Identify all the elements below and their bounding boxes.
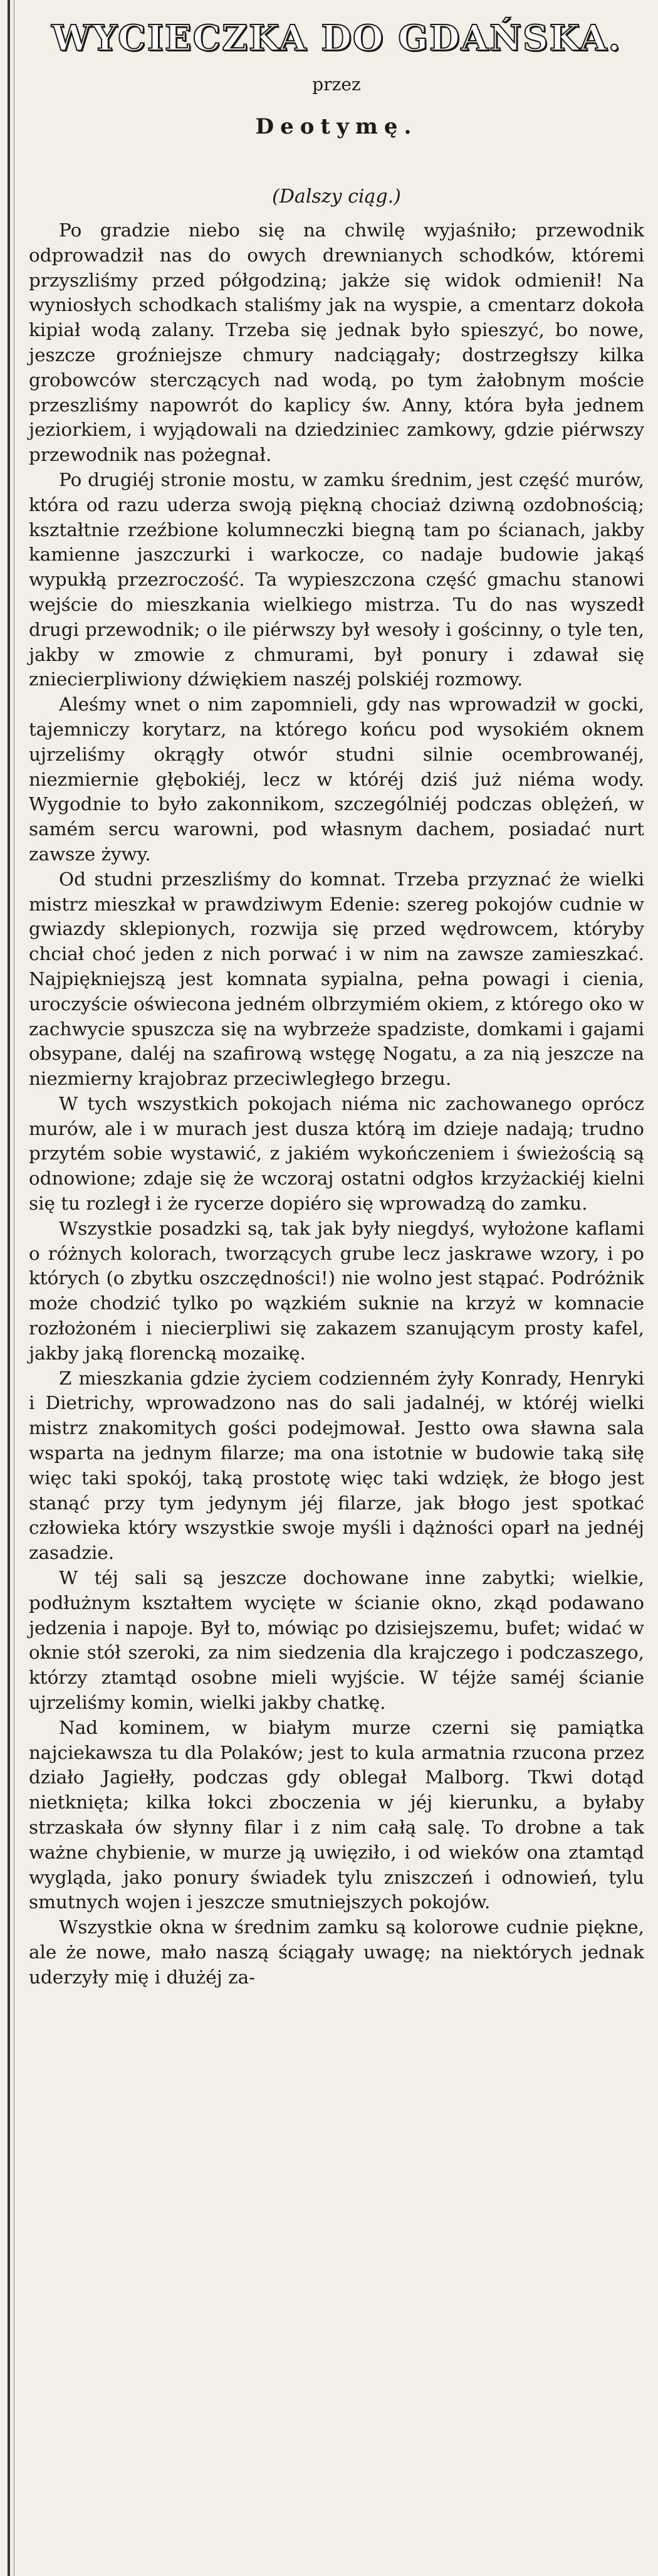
- paragraph: Aleśmy wnet o nim zapomnieli, gdy nas wprowadził w gocki, tajemniczy korytarz, na którego końcu pod wysokiém oknem ujrzeliśmy okrągły otwór studni silnie ocembrowanéj, niezmiernie głębokiéj, lecz w któréj dziś już niéma wody. Wygodnie to było zakonnikom, szczególniéj podczas oblężeń, w samém sercu warowni, pod własnym dachem, posiadać nurt zawsze żywy.: [29, 694, 644, 865]
- column-rule-thick: [8, 0, 10, 2576]
- paragraph: Po drugiéj stronie mostu, w zamku średnim, jest część murów, która od razu uderza swoją piękną chociaż dziwną ozdobnością; kształtnie rzeźbione kolumneczki biegną tam po ścianach, jakby kamienne jaszczurki i warkocze, co nadaje budowie jakąś wypukłą przezroczość. Ta wypieszczona część gmachu stanowi wejście do mieszkania wielkiego mistrza. Tu do nas wyszedł drugi przewodnik; o ile piérwszy był wesoły i gościnny, o tyle ten, jakby w zmowie z chmurami, był ponury i zdawał się zniecierpliwiony dźwiękiem naszéj polskiéj rozmowy.: [29, 468, 644, 690]
- paragraph: W téj sali są jeszcze dochowane inne zabytki; wielkie, podłużnym kształtem wycięte w ścianie okno, zkąd podawano jedzenia i napoje. Był to, mówiąc po dzisiejszemu, bufet; widać w oknie stół szeroki, za nim siedzenia dla krajczego i podczaszego, którzy ztamtąd osobne mieli wyjście. W téjże saméj ścianie ujrzeliśmy komin, wielki jakby chatkę.: [29, 1567, 644, 1714]
- paragraph: Wszystkie posadzki są, tak jak były niegdyś, wyłożone kaflami o różnych kolorach, tworzących grube lecz jaskrawe wzory, i po których (o zbytku oszczędności!) nie wolno jest stąpać. Podróżnik może chodzić tylko po wązkiém suknie na krzyż w komnacie rozłożoném i niecierpliwi się zakazem szanującym prosty kafel, jakby jaką florencką mozaikę.: [29, 1217, 644, 1364]
- byline-przez: przez: [312, 74, 361, 95]
- paragraph: W tych wszystkich pokojach niéma nic zachowanego oprócz murów, ale i w murach jest dusza którą im dzieje nadają; trudno przytém sobie wystawić, z jakiém wykończeniem i świeżością są odnowione; zdaje się że wczoraj ostatni odgłos krzyżackiéj kielni się tu rozległ i że rycerze dopiéro się wprowadzą do zamku.: [29, 1092, 644, 1215]
- author-name: Deotymę.: [255, 114, 418, 139]
- article-body: [29, 218, 644, 1990]
- continuation-note: (Dalszy ciąg.): [272, 186, 401, 208]
- paragraph: Wszystkie okna w średnim zamku są kolorowe cudnie piękne, ale że nowe, mało naszą ściągały uwagę; na niektórych jednak uderzyły mię i dłużéj za-: [29, 1916, 644, 1988]
- newspaper-column: [29, 0, 644, 2576]
- paragraph: Z mieszkania gdzie życiem codzienném żyły Konrady, Henryki i Dietrichy, wprowadzono nas do sali jadalnéj, w któréj wielki mistrz znakomitych gości podejmował. Jestto owa sławna sala wsparta na jednym filarze; ma ona istotnie w budowie taką siłę więc taki spokój, taką prostotę więc taki wdzięk, że błogo jest stanąć przy tym jedynym jéj filarze, jak błogo jest spotkać człowieka który wszystkie swoje myśli i dążności oparł na jednéj zasadzie.: [29, 1367, 644, 1564]
- paragraph: Od studni przeszliśmy do komnat. Trzeba przyznać że wielki mistrz mieszkał w prawdziwym Edenie: szereg pokojów cudnie w gwiazdy sklepionych, rozwija się przed wędrowcem, któryby chciał choć jeden z nich porwać i w nim na zawsze zamieszkać. Najpiękniejszą jest komnata sypialna, pełna powagi i cienia, uroczyście oświecona jedném olbrzymiém okiem, z którego oko w zachwycie spuszcza się na wybrzeże spadziste, domkami i gajami obsypane, daléj na szafirową wstęgę Nogatu, a za nią jeszcze na niezmierny krajobraz przeciwległego brzegu.: [29, 868, 644, 1090]
- paragraph: Po gradzie niebo się na chwilę wyjaśniło; przewodnik odprowadził nas do owych drewnianych schodków, któremi przyszliśmy przed półgodziną; jakże się widok odmienił! Na wyniosłych schodkach staliśmy jak na wyspie, a cmentarz dokoła kipiał wodą zalany. Trzeba się jednak było spieszyć, bo nowe, jeszcze groźniejsze chmury nadciągały; dostrzegłszy kilka grobowców sterczących nad wodą, po tym żałobnym moście przeszliśmy napowrót do kaplicy św. Anny, która była jednem jeziorkiem, i wyjądowali na dziedziniec zamkowy, gdzie piérwszy przewodnik nas pożegnał.: [29, 219, 644, 466]
- paragraph: Nad kominem, w białym murze czerni się pamiątka najciekawsza tu dla Polaków; jest to kula armatnia rzucona przez działo Jagiełły, podczas gdy oblegał Malborg. Tkwi dotąd nietknięta; kilka łokci zboczenia w jéj kierunku, a byłaby strzaskała ów słynny filar i z nim całą salę. To drobne a tak ważne chybienie, w murze ją uwięziło, i od wieków ona ztamtąd wygląda, jako ponury świadek tylu zniszczeń i odnowień, tylu smutnych wojen i jeszcze smutniejszych pokojów.: [29, 1716, 644, 1913]
- article-title: WYCIECZKA DO GDAŃSKA.: [51, 18, 622, 59]
